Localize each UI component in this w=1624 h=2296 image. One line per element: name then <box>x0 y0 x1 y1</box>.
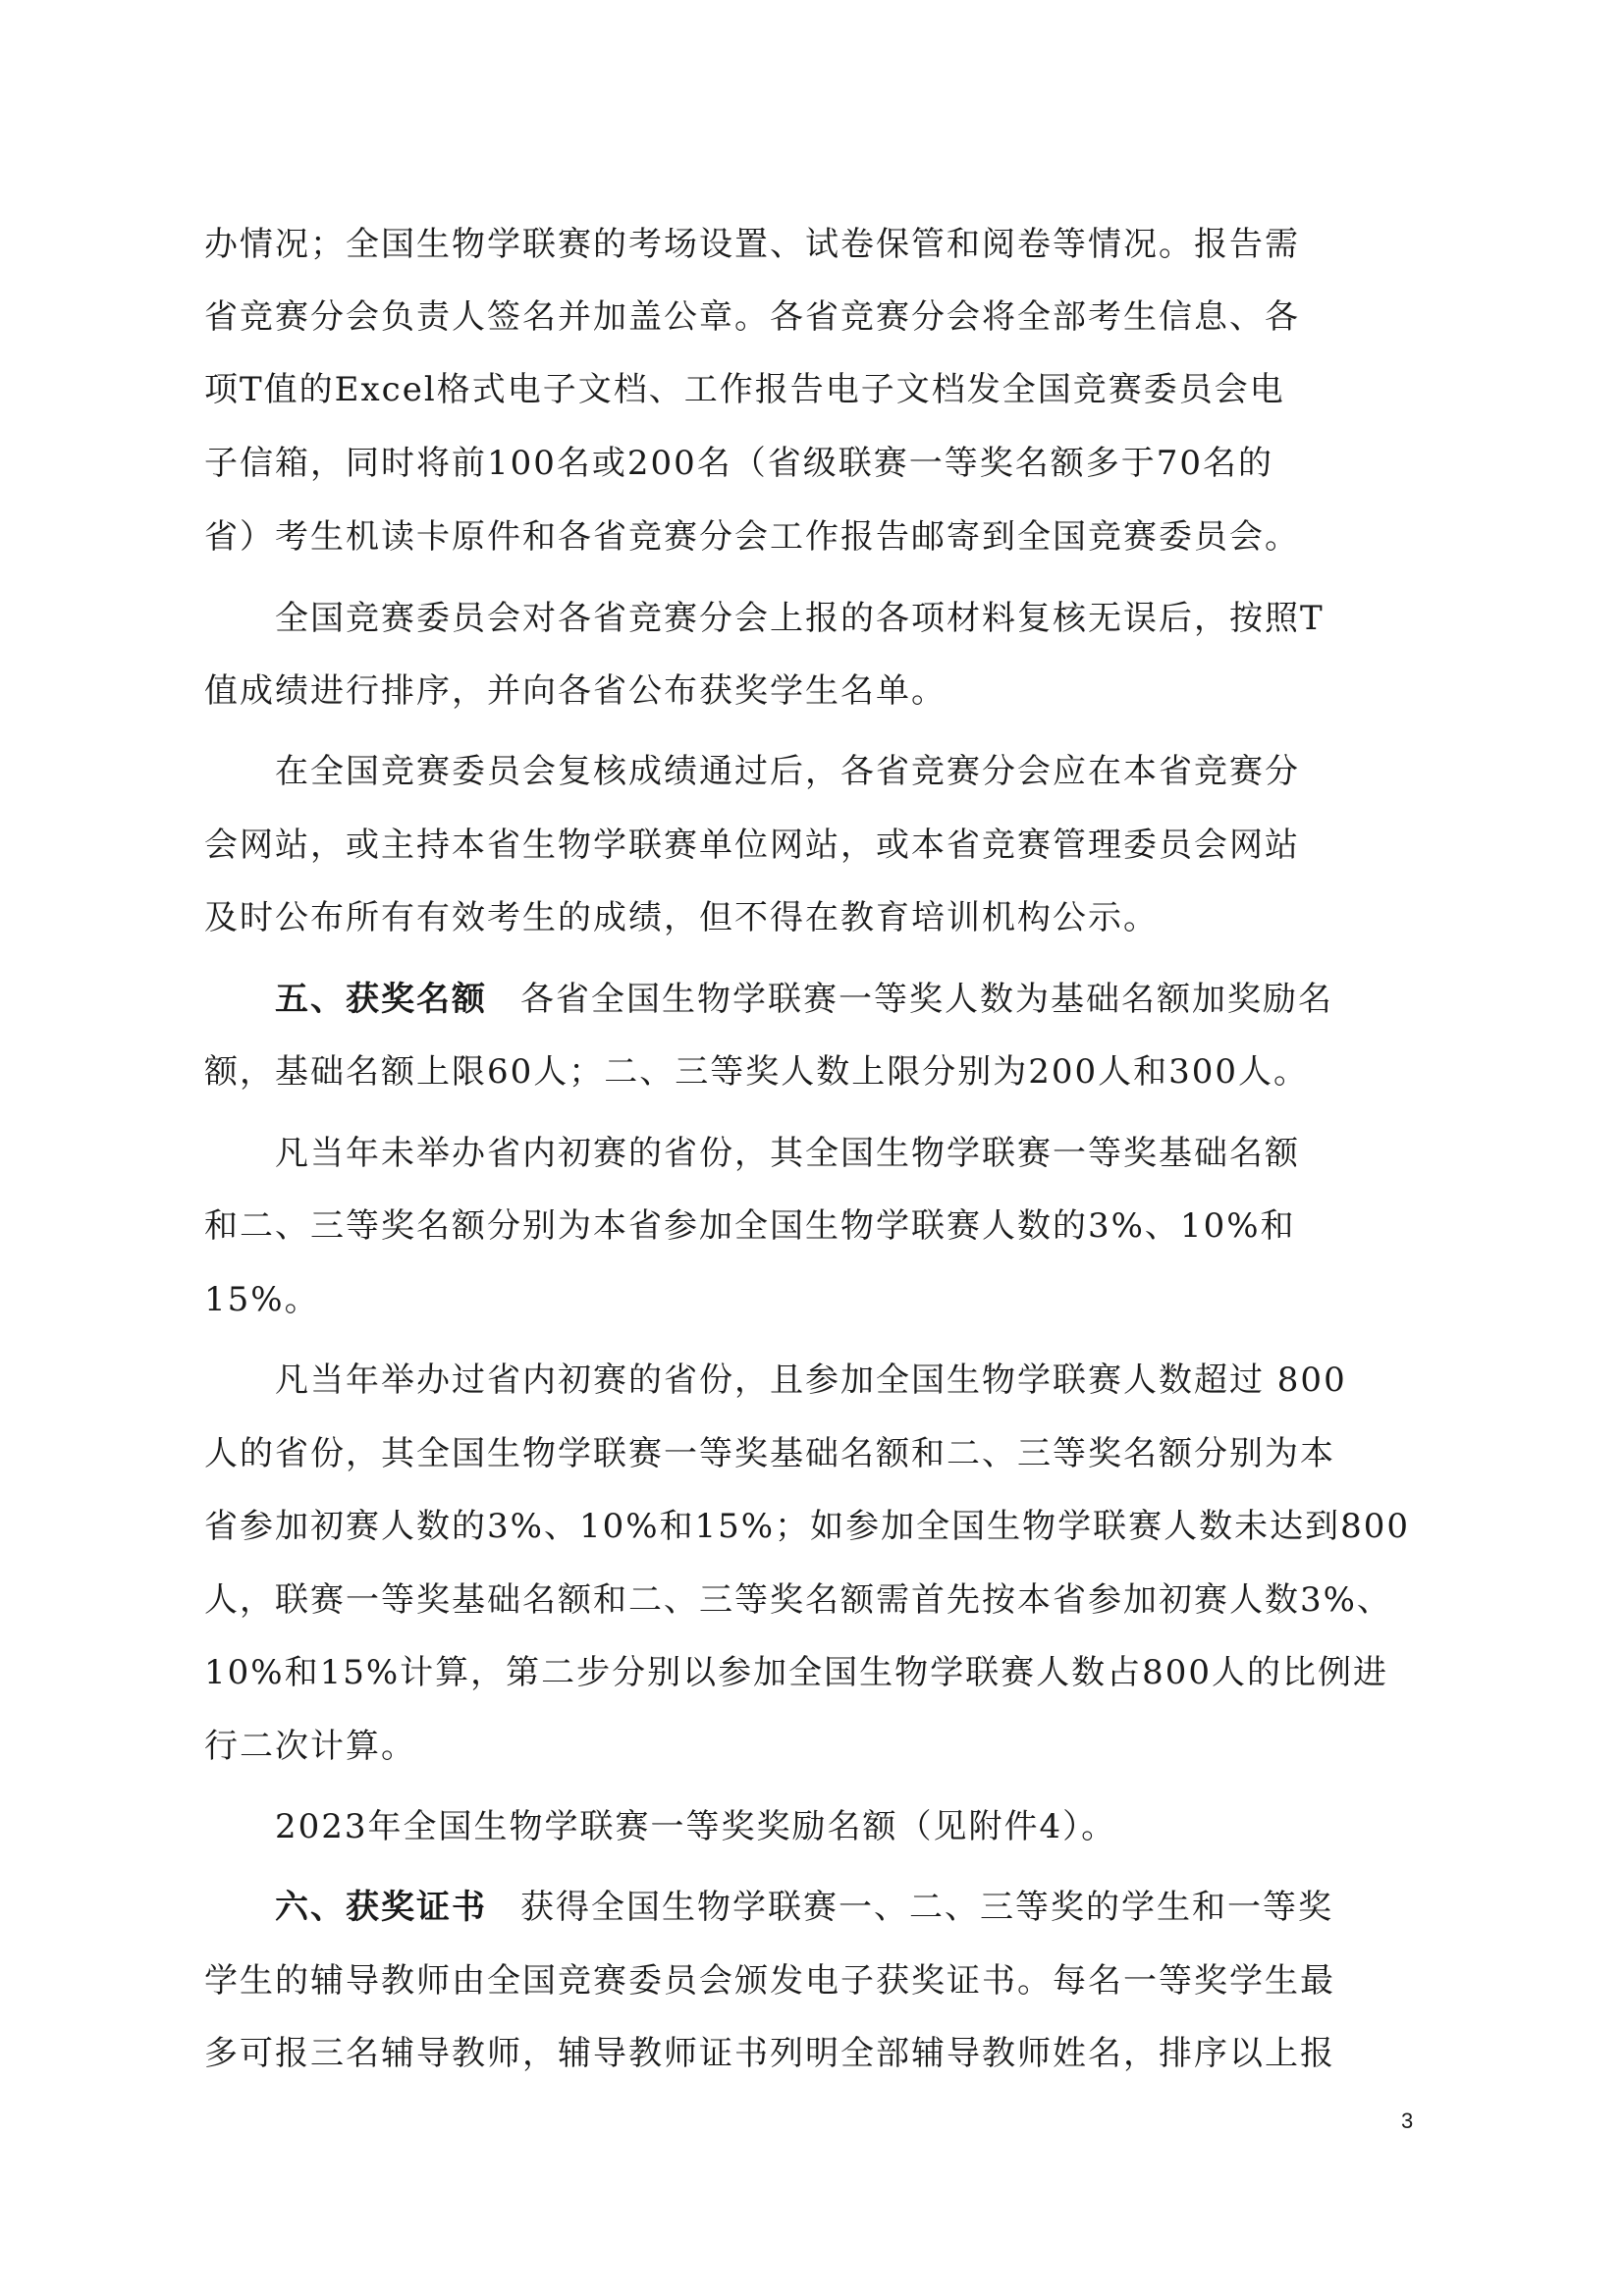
paragraph-line: 项T值的Excel格式电子文档、工作报告电子文档发全国竞赛委员会电 <box>204 370 1285 409</box>
paragraph-line: 在全国竞赛委员会复核成绩通过后，各省竞赛分会应在本省竞赛分 <box>275 752 1300 791</box>
paragraph-line: 人的省份，其全国生物学联赛一等奖基础名额和二、三等奖名额分别为本 <box>204 1434 1335 1473</box>
section-heading-line <box>275 1888 1333 1927</box>
paragraph-line: 子信箱，同时将前100名或200名（省级联赛一等奖名额多于70名的 <box>204 444 1274 483</box>
section-heading-line <box>275 980 1333 1019</box>
paragraph-line: 额，基础名额上限60人；二、三等奖人数上限分别为200人和300人。 <box>204 1052 1310 1092</box>
paragraph-text: 各省全国生物学联赛一等奖人数为基础名额加奖励名 <box>520 980 1333 1019</box>
paragraph-line: 值成绩进行排序，并向各省公布获奖学生名单。 <box>204 671 947 711</box>
paragraph-text: 获得全国生物学联赛一、二、三等奖的学生和一等奖 <box>520 1888 1333 1927</box>
page-number: 3 <box>1401 2109 1414 2133</box>
paragraph-line: 人，联赛一等奖基础名额和二、三等奖名额需首先按本省参加初赛人数3%、 <box>204 1580 1392 1620</box>
paragraph-line: 全国竞赛委员会对各省竞赛分会上报的各项材料复核无误后，按照T <box>275 599 1325 638</box>
section-heading-awards-quota: 五、获奖名额 <box>275 980 487 1019</box>
paragraph-line: 省）考生机读卡原件和各省竞赛分会工作报告邮寄到全国竞赛委员会。 <box>204 517 1300 557</box>
paragraph-line: 凡当年举办过省内初赛的省份，且参加全国生物学联赛人数超过 800 <box>275 1361 1347 1400</box>
paragraph-line: 多可报三名辅导教师，辅导教师证书列明全部辅导教师姓名，排序以上报 <box>204 2034 1335 2073</box>
paragraph-line: 办情况；全国生物学联赛的考场设置、试卷保管和阅卷等情况。报告需 <box>204 225 1300 264</box>
paragraph-line: 10%和15%计算，第二步分别以参加全国生物学联赛人数占800人的比例进 <box>204 1653 1389 1692</box>
paragraph-line: 省竞赛分会负责人签名并加盖公章。各省竞赛分会将全部考生信息、各 <box>204 297 1300 337</box>
paragraph-line: 行二次计算。 <box>204 1727 416 1766</box>
paragraph-line: 学生的辅导教师由全国竞赛委员会颁发电子获奖证书。每名一等奖学生最 <box>204 1961 1335 2001</box>
section-heading-award-certificate: 六、获奖证书 <box>275 1888 487 1927</box>
paragraph-line: 省参加初赛人数的3%、10%和15%；如参加全国生物学联赛人数未达到800 <box>204 1507 1410 1546</box>
paragraph-line: 2023年全国生物学联赛一等奖奖励名额（见附件4）。 <box>275 1807 1117 1846</box>
paragraph-line: 凡当年未举办省内初赛的省份，其全国生物学联赛一等奖基础名额 <box>275 1134 1300 1173</box>
paragraph-line: 会网站，或主持本省生物学联赛单位网站，或本省竞赛管理委员会网站 <box>204 826 1300 865</box>
paragraph-line: 和二、三等奖名额分别为本省参加全国生物学联赛人数的3%、10%和 <box>204 1206 1296 1246</box>
paragraph-line: 及时公布所有有效考生的成绩，但不得在教育培训机构公示。 <box>204 898 1159 937</box>
paragraph-line: 15%。 <box>204 1280 320 1319</box>
